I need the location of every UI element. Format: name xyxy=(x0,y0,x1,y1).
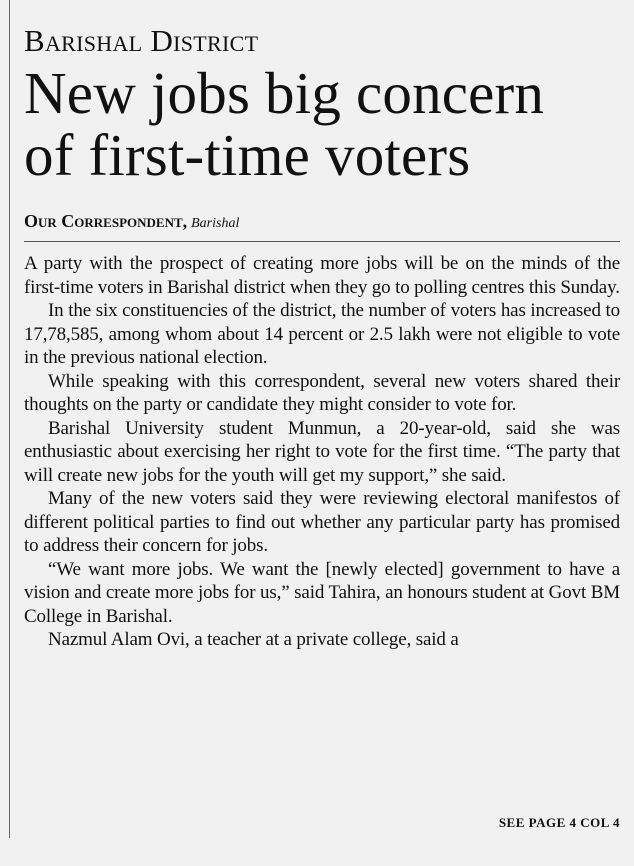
news-article xyxy=(24,24,620,652)
headline-line-1: New jobs big concern xyxy=(24,60,545,126)
headline-line-2: of first-time voters xyxy=(24,122,471,188)
continuation-jump: SEE PAGE 4 COL 4 xyxy=(498,815,620,830)
byline-location: Barishal xyxy=(191,216,240,231)
paragraph: “We want more jobs. We want the [newly elected] government to have a vision and create more jobs for us,” said Tahira, an honours student at Govt BM College in Barishal. xyxy=(24,558,620,627)
section-kicker: Barishal District xyxy=(24,23,259,58)
byline xyxy=(24,212,620,233)
article-body xyxy=(24,252,620,652)
byline-author: Our Correspondent, xyxy=(24,211,188,231)
paragraph: Barishal University student Munmun, a 20-year-old, said she was enthusiastic about exercising her right to vote for the first time. “The party that will create new jobs for the youth will get my support,” she said. xyxy=(24,417,620,486)
column-divider xyxy=(9,0,10,838)
paragraph: Nazmul Alam Ovi, a teacher at a private college, said a xyxy=(48,629,459,650)
paragraph: While speaking with this correspondent, several new voters shared their thoughts on the party or candidate they might consider to vote for. xyxy=(24,370,620,415)
headline xyxy=(24,62,620,186)
byline-rule xyxy=(24,241,620,242)
paragraph: A party with the prospect of creating more jobs will be on the minds of the first-time voters in Barishal district when they go to polling centres this Sunday. xyxy=(24,253,620,298)
paragraph: In the six constituencies of the district, the number of voters has increased to 17,78,585, among whom about 14 percent or 2.5 lakh were not eligible to vote in the previous national election. xyxy=(24,300,620,368)
paragraph: Many of the new voters said they were reviewing electoral manifestos of different political parties to find out whether any particular party has promised to address their concern for jobs. xyxy=(24,488,620,556)
